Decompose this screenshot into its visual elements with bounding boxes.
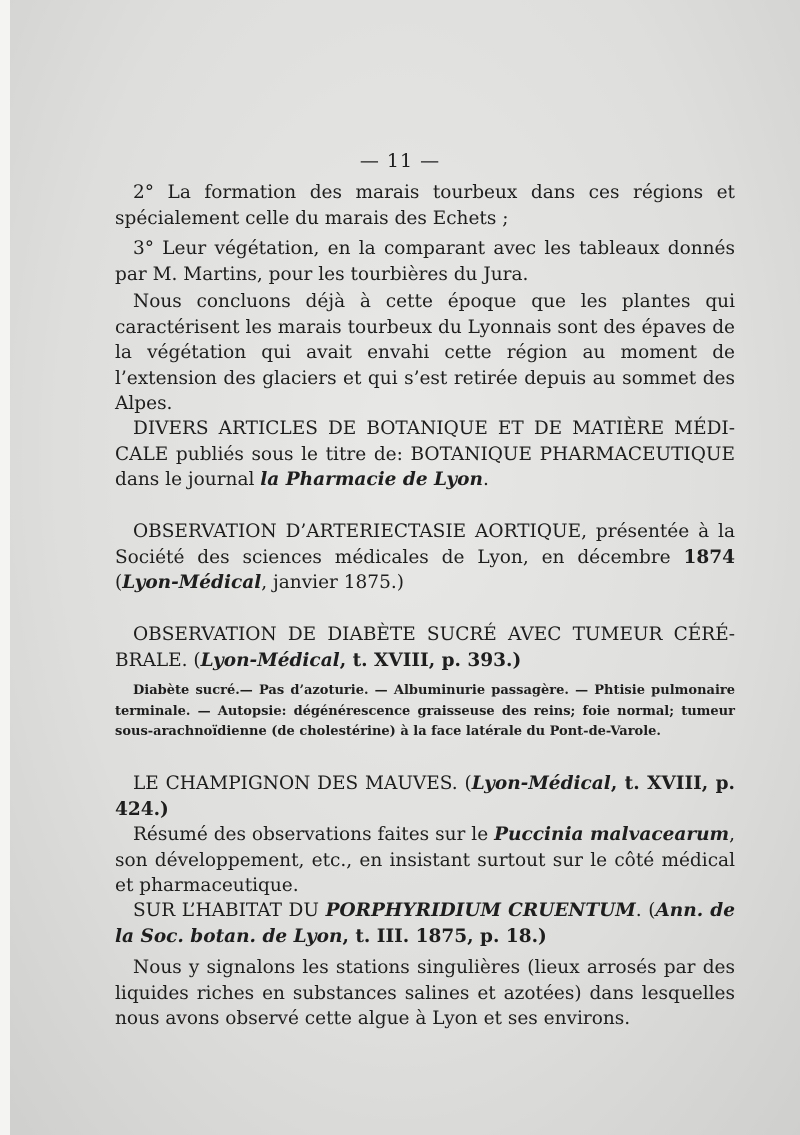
intro-item-2: [115, 180, 735, 231]
entry-heading: OBSERVATION D’ARTERIECTASIE AORTIQUE, présentée à la Société des sciences médicales de Lyon, en décembre: [115, 521, 735, 568]
intro-conclusion: [115, 289, 735, 417]
punctuation: .: [482, 469, 489, 490]
journal-title: Lyon-Médical: [122, 572, 262, 593]
entry-champignon: [115, 771, 735, 899]
reference-details: , janvier 1875.): [261, 572, 404, 593]
paragraph: Nous concluons déjà à cette époque que les plantes qui caractérisent les marais tourbeux du Lyonnais sont des épaves de la végétation qui avait envahi cette région au moment de l’extension des glaciers et qui s’est retirée depuis au sommet des Alpes.: [115, 291, 735, 414]
entry-botanique-articles: [115, 416, 735, 493]
journal-title: Lyon-Médical: [200, 649, 340, 671]
journal-title: Lyon-Médical: [471, 773, 611, 794]
summary-text: Nous y signalons les stations singulières (lieux arrosés par des liquides riches en substances salines et azotées) dans lesquelles nous avons observé cette algue à Lyon et ses environs.: [115, 957, 735, 1029]
intro-item-3: [115, 236, 735, 287]
reference-details: , t. XVIII, p. 393.): [339, 649, 522, 671]
journal-title: Ann. de la Soc. botan. de Lyon: [115, 900, 736, 947]
summary-text: , son développement, etc., en insistant surtout sur le côté médical et pharmaceutique.: [115, 824, 735, 896]
reference-details: , t. III. 1875, p. 18.): [342, 925, 547, 947]
species-name: Puccinia malvacearum: [494, 824, 730, 845]
entry-year: 1874: [683, 546, 735, 568]
entry-diabete: [115, 622, 735, 673]
entry-diabete-note: [115, 681, 735, 743]
paragraph: 2° La formation des marais tourbeux dans ces régions et spécialement celle du marais des Echets ;: [115, 182, 735, 229]
species-name: PORPHYRIDIUM CRUENTUM: [325, 900, 636, 921]
journal-title: la Pharmacie de Lyon: [260, 469, 483, 490]
entry-heading: LE CHAMPIGNON DES MAUVES. (: [133, 773, 472, 794]
page-number: — 11 —: [359, 150, 441, 172]
entry-porphyridium: [115, 898, 735, 1032]
punctuation: (: [115, 572, 123, 593]
paragraph: 3° Leur végétation, en la comparant avec les tableaux donnés par M. Martins, pour les tourbières du Jura.: [115, 238, 735, 285]
reference-details: , t. XVIII, p. 424.): [115, 773, 735, 820]
entry-heading: SUR L’HABITAT DU: [133, 900, 326, 921]
entry-arteriectasie: [115, 519, 735, 596]
summary-text: Résumé des observations faites sur le: [133, 824, 495, 845]
entry-heading: OBSERVATION DE DIABÈTE SUCRÉ AVEC TUMEUR CÉRÉBRALE. (: [115, 624, 735, 671]
entry-heading: DIVERS ARTICLES DE BOTANIQUE ET DE MATIÈRE MÉDICALE publiés sous le titre de: BOTANIQUE PHARMACEUTIQUE dans le journal: [115, 418, 735, 490]
punctuation: . (: [635, 900, 656, 921]
clinical-note: Diabète sucré.— Pas d’azoturie. — Albuminurie passagère. — Phtisie pulmonaire terminale. — Autopsie: dégénérescence graisseuse des reins; foie normal; tumeur sous-arachnoïdienne (de cholestérine) à la face latérale du Pont-de-Varole.: [115, 683, 735, 739]
